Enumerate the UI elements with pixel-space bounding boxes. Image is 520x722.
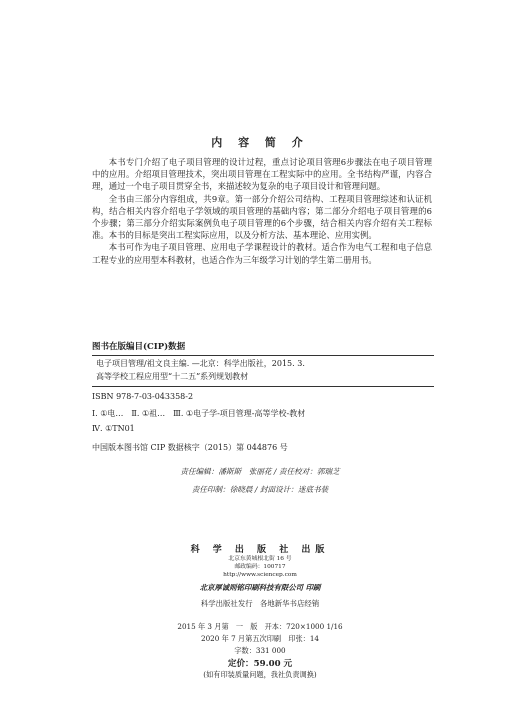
classification: Ⅰ. ①电… Ⅱ. ①祖… Ⅲ. ①电子学-项目管理-高等学校-教材 bbox=[92, 409, 306, 418]
printer: 北京厚诚则铭印刷科技有限公司 印刷 bbox=[199, 583, 321, 592]
publisher-name: 科 学 出 版 社 出版 bbox=[190, 545, 330, 555]
credits-production: 责任印制：徐晓晨 / 封面设计：迷底书装 bbox=[191, 485, 329, 494]
cip-bottom-rule bbox=[92, 386, 434, 387]
printing-line: 2020 年 7 月第五次印刷 印张：14 bbox=[201, 634, 319, 643]
cip-heading: 图书在版编目(CIP)数据 bbox=[92, 342, 186, 352]
cip-core-data: 中国版本图书馆 CIP 数据核字（2015）第 044876 号 bbox=[92, 443, 288, 452]
quality-notice: (如有印装质量问题，我社负责调换) bbox=[203, 670, 317, 679]
cip-line: 电子项目管理/祖文良主编. —北京：科学出版社，2015. 3. bbox=[96, 359, 305, 368]
price: 定价：59.00 元 bbox=[227, 659, 293, 669]
intro-paragraph: 本书可作为电子项目管理、应用电子学课程设计的教材。适合作为电气工程和电子信息工程专业的应用型本科教材，也适合作为三年级学习计划的学生第二册用书。 bbox=[92, 242, 432, 265]
credits-editors: 责任编辑：潘斯斯 张丽花 / 责任校对：郭瑞芝 bbox=[180, 467, 340, 476]
cip-line: 高等学校工程应用型“十二五”系列规划教材 bbox=[96, 371, 249, 381]
isbn: ISBN 978-7-03-043358-2 bbox=[92, 392, 194, 401]
intro-paragraph: 全书由三部分内容组成，共9章。第一部分介绍公司结构、工程项目管理综述和认证机构，结合相关内容介绍电子学领域的项目管理的基础内容；第二部分介绍电子项目管理的6个步骤；第三部分介绍实际案例负电子项目管理的6个步骤，结合相关内容介绍有关工程标准。本书的目标是突出工程实际应用，以及分析方法、基本理论、应用实例。 bbox=[92, 193, 432, 241]
cip-top-rule bbox=[92, 355, 434, 356]
publisher-postcode: 邮政编码：100717 bbox=[234, 564, 286, 570]
cip-block bbox=[96, 358, 432, 383]
distribution: 科学出版社发行 各地新华书店经销 bbox=[200, 599, 320, 608]
intro-body bbox=[92, 156, 432, 266]
intro-paragraph: 本书专门介绍了电子项目管理的设计过程，重点讨论项目管理6步骤法在电子项目管理中的应用。介绍项目管理技术，突出项目管理在工程实际中的应用。全书结构严谨，内容合理，通过一个电子项目贯穿全书，来描述较为复杂的电子项目设计和管理问题。 bbox=[92, 157, 432, 192]
word-count: 字数：331 000 bbox=[234, 646, 286, 655]
classification-code: Ⅳ. ①TN01 bbox=[92, 424, 135, 433]
publisher-website: http://www.sciencep.com bbox=[223, 572, 297, 578]
edition-line: 2015 年 3 月第 一 版 开本：720×1000 1/16 bbox=[177, 622, 343, 631]
publisher-address: 北京东黄城根北街 16 号 bbox=[228, 556, 292, 562]
intro-title: 内 容 简 介 bbox=[211, 136, 309, 149]
